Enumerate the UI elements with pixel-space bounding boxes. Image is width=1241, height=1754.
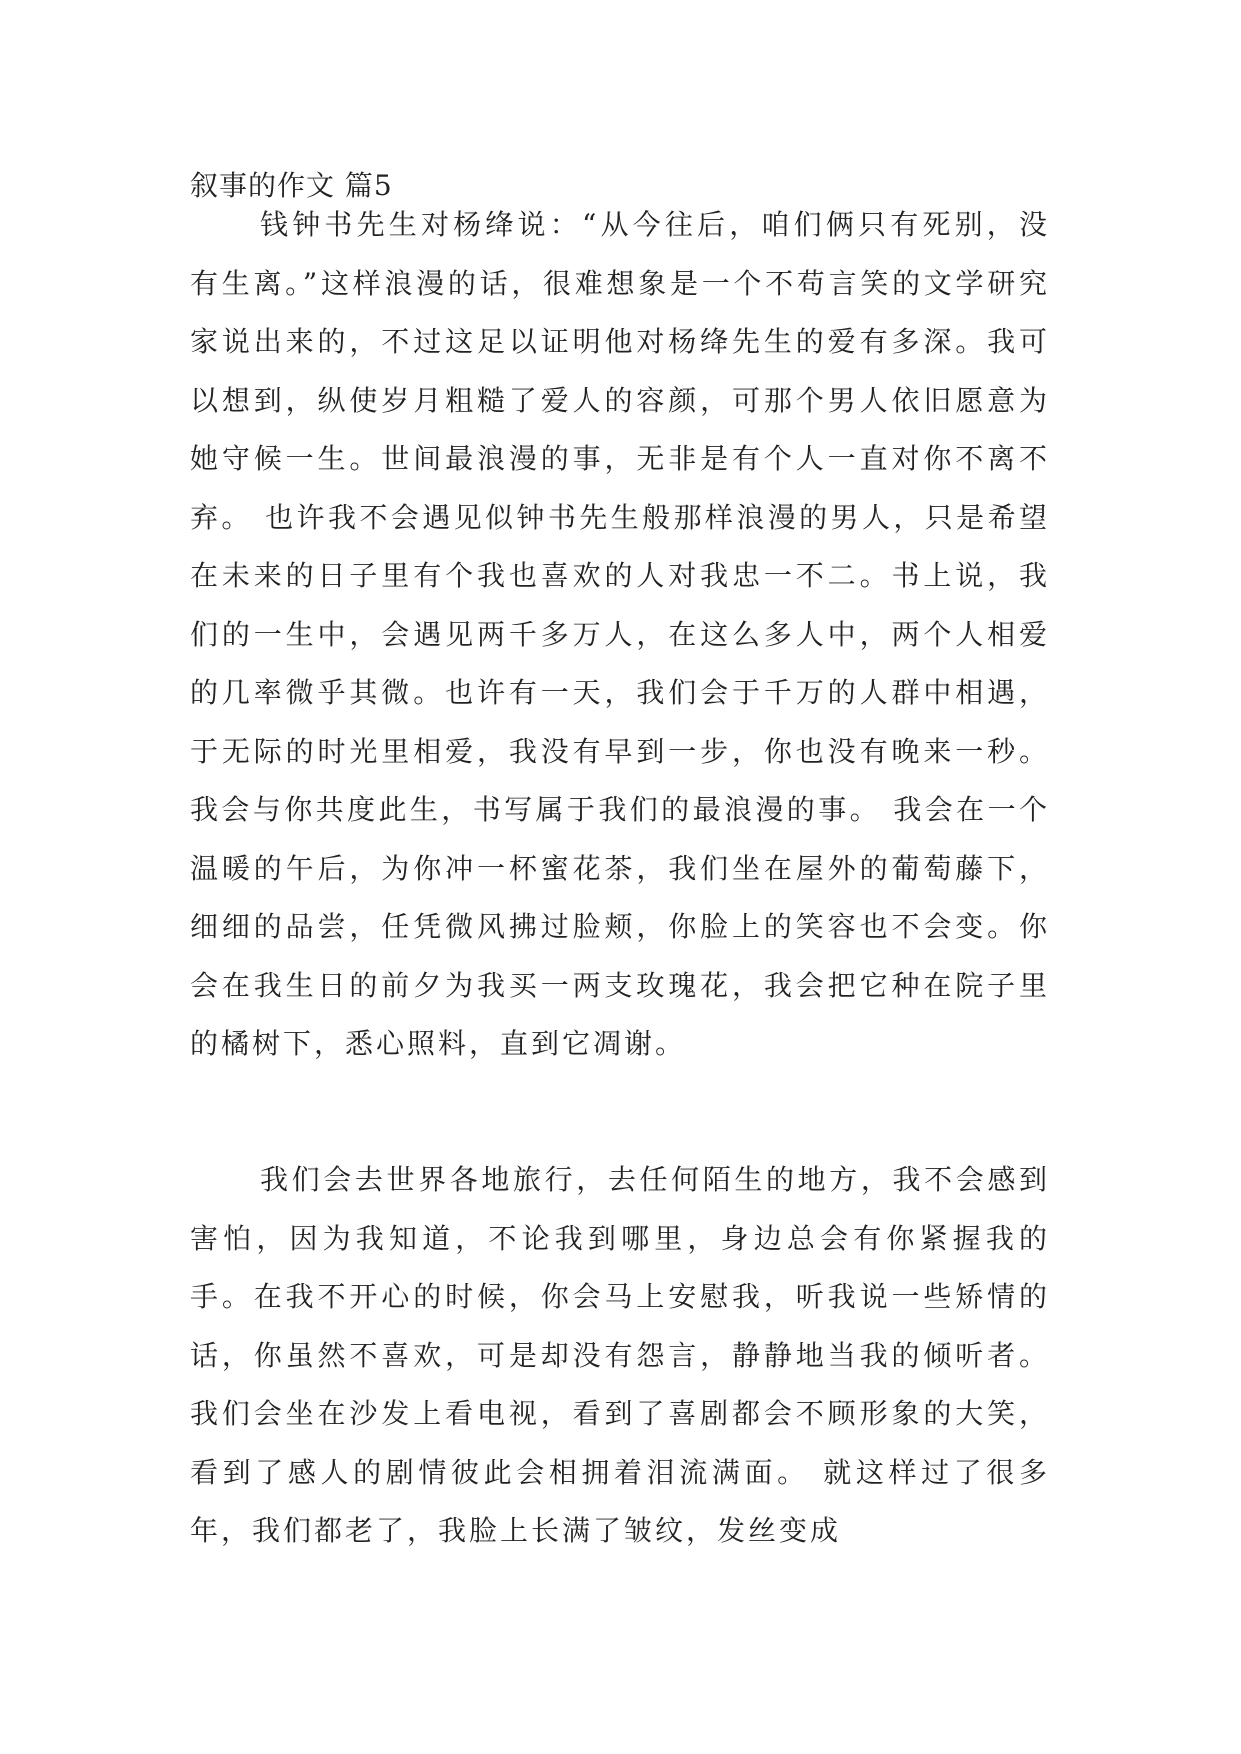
document-title: 叙事的作文 篇5	[190, 169, 393, 202]
paragraph-2: 我们会去世界各地旅行，去任何陌生的地方，我不会感到害怕，因为我知道，不论我到哪里，身边总会有你紧握我的手。在我不开心的时候，你会马上安慰我，听我说一些矫情的话，你虽然不喜欢，可是却没有怨言，静静地当我的倾听者。我们会坐在沙发上看电视，看到了喜剧都会不顾形象的大笑，看到了感人的剧情彼此会相拥着泪流满面。 就这样过了很多年，我们都老了，我脸上长满了皱纹，发丝变成	[190, 1163, 1050, 1547]
paragraph-1: 钱钟书先生对杨绛说：“从今往后，咱们俩只有死别，没有生离。”这样浪漫的话，很难想象是一个不苟言笑的文学研究家说出来的，不过这足以证明他对杨绛先生的爱有多深。我可以想到，纵使岁月粗糙了爱人的容颜，可那个男人依旧愿意为她守候一生。世间最浪漫的事，无非是有个人一直对你不离不弃。 也许我不会遇见似钟书先生般那样浪漫的男人，只是希望在未来的日子里有个我也喜欢的人对我忠一不二。书上说，我们的一生中，会遇见两千多万人，在这么多人中，两个人相爱的几率微乎其微。也许有一天，我们会于千万的人群中相遇，于无际的时光里相爱，我没有早到一步，你也没有晚来一秒。我会与你共度此生，书写属于我们的最浪漫的事。 我会在一个温暖的午后，为你冲一杯蜜花茶，我们坐在屋外的葡萄藤下，细细的品尝，任凭微风拂过脸颊，你脸上的笑容也不会变。你会在我生日的前夕为我买一两支玫瑰花，我会把它种在院子里的橘树下，悉心照料，直到它凋谢。	[190, 208, 1050, 1060]
